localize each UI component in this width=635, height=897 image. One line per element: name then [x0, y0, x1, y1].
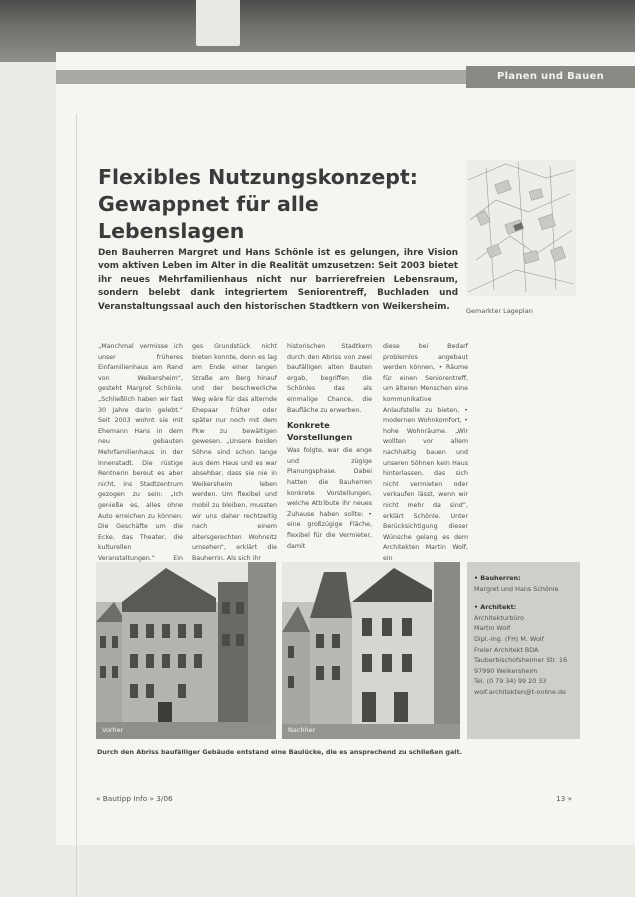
info-box [467, 562, 580, 739]
column-4-text: diese bei Bedarf problemlos angebaut werden können, • Räume für einen Seniorentreff, um älteren Menschen eine kommunikative Anlaufstelle zu bieten, • modernen Wohnkomfort, • hohe Wohnräume. „Wir wollten vor allem nachhaltig bauen und unseren Söhnen kein Haus hinterlassen, das sich nicht vermieten oder verkaufen lässt, wenn wir nicht mehr da sind“, erklärt Schönle. Unter Berücksichtigung dieser Wünsche gelang es dem Architekten Martin Wolf, ein [383, 343, 468, 562]
photo-before [96, 562, 276, 739]
site-plan-drawing [466, 160, 576, 296]
column-1-text: „Manchmal vermisse ich unser früheres Einfamilienhaus am Rand von Weikersheim“, gesteht Margret Schönle. „Schließlich haben wir fast 30 Jahre darin gelebt.“ Seit 2003 wohnt sie mit Ehemann Hans in dem neu gebauten Mehrfamilienhaus in der Innenstadt. Die rüstige Rentnerin bereut es aber nicht, ins Stadtzentrum gezogen zu sein: „Ich genieße es, alles ohne Auto erreichen zu können: Die Geschäfte um die Ecke, das Theater, die kulturellen Veranstaltungen.“ Ein [98, 343, 183, 562]
architekt-line: Dipl.-Ing. (FH) M. Wolf [474, 634, 544, 643]
site-plan-map [466, 160, 576, 296]
subheading-line-2: Vorstellungen [287, 431, 353, 442]
column-2-text: ges Grundstück nicht bieten konnte, denn es lag am Ende einer langen Straße am Berg hinauf und der beschwerliche Weg wäre für das alternde Ehepaar früher oder später nur noch mit dem Pkw zu bewältigen gewesen. „Unsere beiden Söhne sind schon lange aus dem Haus und es war absehbar, dass sie nie in Weikersheim leben werden. Um flexibel und mobil zu bleiben, mussten wir uns daher rechtzeitig nach einem altersgerechten Wohnsitz umsehen“, erklärt die Bauherrin. Als sich ihr [192, 343, 277, 562]
scan-notch [196, 0, 240, 46]
bauherren-label: • Bauherren: [474, 574, 521, 582]
architekt-line: Architekturbüro [474, 613, 525, 622]
section-tab: Planen und Bauen [466, 66, 635, 88]
architekt-line: 97990 Weikersheim [474, 666, 538, 675]
body-column-1 [98, 342, 183, 562]
headline-line-2: Gewappnet für alle Lebenslagen [98, 192, 319, 243]
architekt-email: wolf.architekten@t-online.de [474, 687, 566, 696]
photo-after-label: Nachher [288, 726, 316, 734]
body-column-2 [192, 342, 277, 562]
article-lead: Den Bauherren Margret und Hans Schönle ist es gelungen, ihre Vision vom aktiven Leben im Alter in die Realität umzusetzen: Seit 2003 bietet ihr neues Mehrfamilienhaus nicht nur barrierefreien Lebensraum, sondern belebt dank integriertem Seniorentreff, Buchladen und Veranstaltungssaal auch den historischen Stadtkern von Weikersheim. [98, 248, 458, 312]
architekt-line: Martin Wolf [474, 624, 511, 633]
map-caption: Gemarkter Lageplan [466, 307, 533, 315]
footer-page-number: 13 » [556, 794, 573, 803]
headline-line-1: Flexibles Nutzungskonzept: [98, 165, 418, 189]
body-column-3 [287, 342, 372, 558]
column-3-text-a: historischen Stadtkern durch den Abriss von zwei baufälligen alten Bauten ergab, begriffen die Schönles das als einmalige Chance, die Baufläche zu erwerben. [287, 343, 372, 414]
photo-after-image [282, 562, 460, 739]
architekt-line: Tauberbischofsheimer Str. 16 [474, 656, 568, 665]
subheading-line-1: Konkrete [287, 420, 330, 431]
body-column-4 [383, 342, 468, 562]
photo-caption: Durch den Abriss baufälliger Gebäude entstand eine Baulücke, die es ansprechend zu schließen galt. [97, 748, 462, 756]
column-3-text-b: Was folgte, war die enge und zügige Planungsphase. Dabei hatten die Bauherren konkrete Vorstellungen, welche Attribute ihr neues Zuhause haben sollte: • eine großzügige Fläche, flexibel für die Vermieter, damit [287, 447, 372, 550]
architekt-line: Freier Architekt BDA [474, 645, 539, 654]
page-edge-line [76, 114, 77, 897]
photo-after [282, 562, 460, 739]
photo-before-label: Vorher [102, 726, 124, 734]
bauherren-value: Margret und Hans Schönle [474, 584, 559, 593]
architekt-line: Tel. (0 79 34) 99 20 33 [474, 677, 547, 686]
photo-before-image [96, 562, 276, 739]
architekt-label: • Architekt: [474, 603, 517, 612]
footer-magazine: « Bautipp Info » 3/06 [96, 794, 173, 803]
subheading [287, 420, 372, 443]
article-headline [98, 164, 458, 245]
